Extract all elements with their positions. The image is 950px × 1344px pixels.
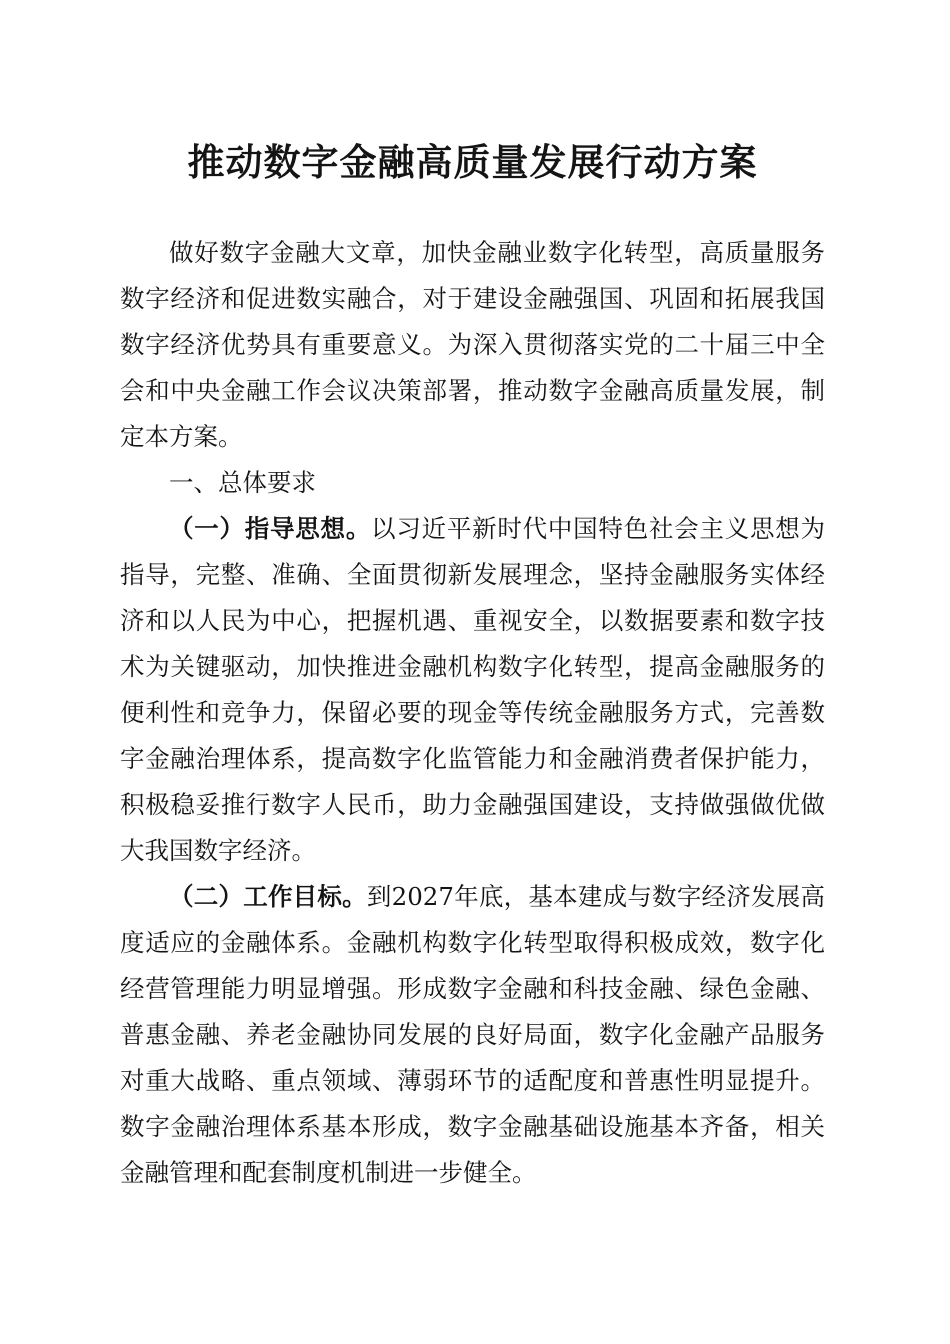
- guiding-ideology-paragraph: [120, 506, 825, 874]
- work-goals-paragraph: [120, 874, 825, 1196]
- paragraph-text: 以习近平新时代中国特色社会主义思想为指导，完整、准确、全面贯彻新发展理念，坚持金融服务实体经济和以人民为中心，把握机遇、重视安全，以数据要素和数字技术为关键驱动，加快推进金融机构数字化转型，提高金融服务的便利性和竞争力，保留必要的现金等传统金融服务方式，完善数字金融治理体系，提高数字化监管能力和金融消费者保护能力，积极稳妥推行数字人民币，助力金融强国建设，支持做强做优做大我国数字经济。: [120, 514, 826, 865]
- paragraph-lead: （一）指导思想。: [169, 514, 372, 543]
- intro-paragraph: 做好数字金融大文章，加快金融业数字化转型，高质量服务数字经济和促进数实融合，对于建设金融强国、巩固和拓展我国数字经济优势具有重要意义。为深入贯彻落实党的二十届三中全会和中央金融工作会议决策部署，推动数字金融高质量发展，制定本方案。: [120, 238, 825, 451]
- document-body: [120, 230, 825, 1196]
- paragraph-lead: （二）工作目标。: [169, 882, 367, 911]
- paragraph-text: 到2027年底，基本建成与数字经济发展高度适应的金融体系。金融机构数字化转型取得积极成效，数字化经营管理能力明显增强。形成数字金融和科技金融、绿色金融、普惠金融、养老金融协同发展的良好局面，数字化金融产品服务对重大战略、重点领域、薄弱环节的适配度和普惠性明显提升。数字金融治理体系基本形成，数字金融基础设施基本齐备，相关金融管理和配套制度机制进一步健全。: [120, 882, 825, 1187]
- document-title: 推动数字金融高质量发展行动方案: [187, 140, 758, 184]
- section-heading: 一、总体要求: [169, 468, 316, 497]
